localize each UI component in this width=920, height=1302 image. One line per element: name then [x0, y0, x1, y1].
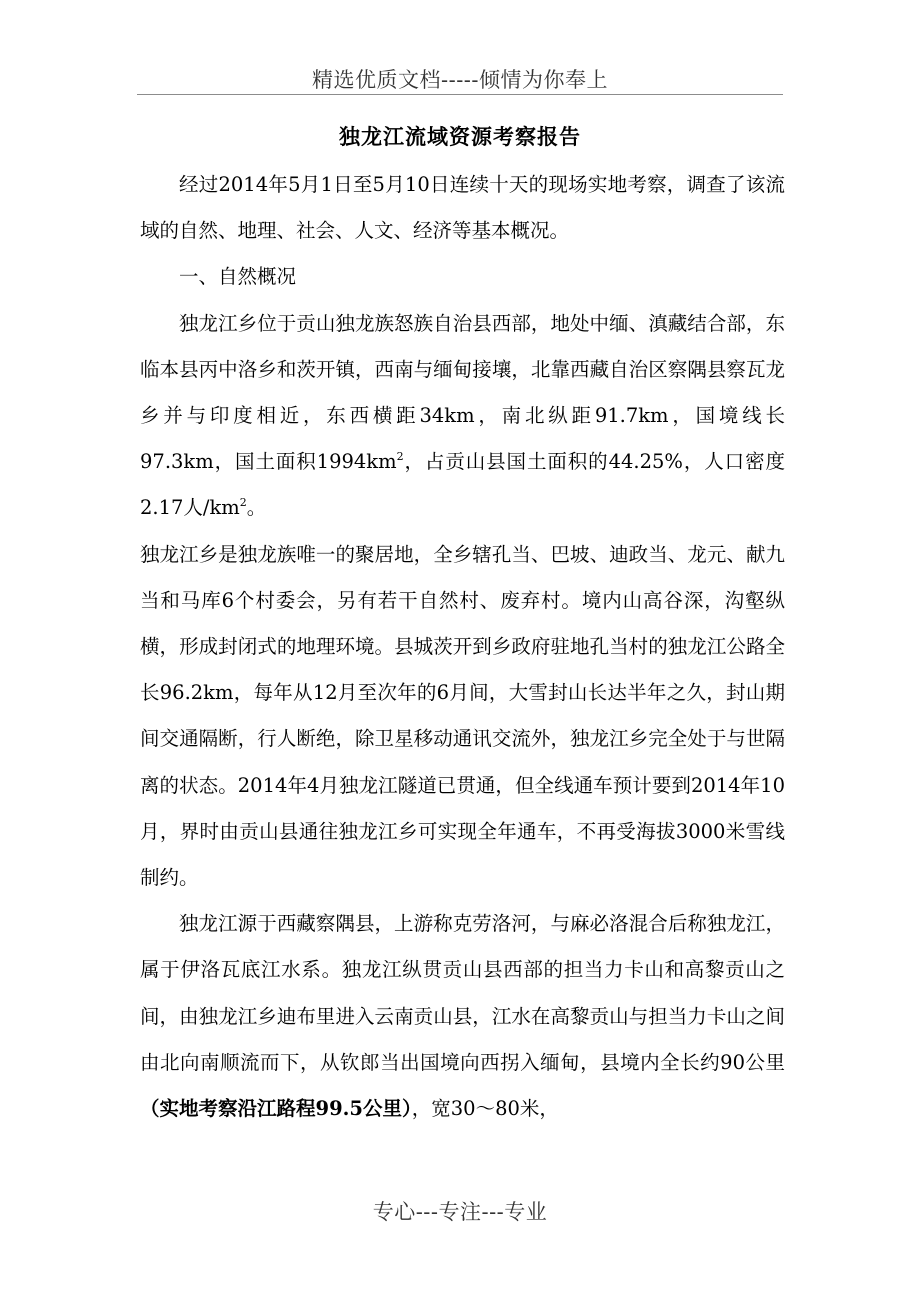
document-body — [140, 162, 785, 1132]
superscript-squared: 2 — [239, 496, 247, 510]
paragraph-location — [140, 301, 785, 532]
section-heading-natural-overview: 一、自然概况 — [179, 265, 297, 289]
page-header: 精选优质文档-----倾情为你奉上 — [312, 68, 608, 92]
paragraph-location-text-1: 独龙江乡位于贡山独龙族怒族自治县西部，地处中缅、滇藏结合部，东临本县丙中洛乡和茨开镇，西南与缅甸接壤，北靠西藏自治区察隅县察瓦龙乡并与印度相近，东西横距34km，南北纵距91.7km，国境线长97.3km，国土面积1994km — [140, 311, 785, 474]
header-divider — [137, 94, 783, 95]
document-title: 独龙江流域资源考察报告 — [339, 124, 581, 149]
paragraph-river-text-2: ，宽30～80米， — [411, 1097, 559, 1121]
paragraph-river — [140, 901, 785, 1132]
paragraph-location-text-2: ，占贡山县国土面积的44.25%，人口密度2.17人/km — [140, 450, 785, 520]
paragraph-location-text-3: 。 — [246, 496, 267, 520]
superscript-squared: 2 — [396, 450, 404, 464]
paragraph-river-text-1: 独龙江源于西藏察隅县，上游称克劳洛河，与麻必洛混合后称独龙江，属于伊洛瓦底江水系。独龙江纵贯贡山县西部的担当力卡山和高黎贡山之间，由独龙江乡迪布里进入云南贡山县，江水在高黎贡山与担当力卡山之间由北向南顺流而下，从钦郎当出国境向西拐入缅甸，县境内全长约90公里 — [140, 912, 785, 1074]
paragraph-river-bold-note: （实地考察沿江路程99.5公里） — [140, 1097, 412, 1121]
paragraph-intro: 经过2014年5月1日至5月10日连续十天的现场实地考察，调查了该流域的自然、地理、社会、人文、经济等基本概况。 — [140, 173, 785, 243]
page-footer: 专心---专注---专业 — [372, 1200, 548, 1224]
paragraph-township: 独龙江乡是独龙族唯一的聚居地，全乡辖孔当、巴坡、迪政当、龙元、献九当和马库6个村委会，另有若干自然村、废弃村。境内山高谷深，沟壑纵横，形成封闭式的地理环境。县城茨开到乡政府驻地孔当村的独龙江公路全长96.2km，每年从12月至次年的6月间，大雪封山长达半年之久，封山期间交通隔断，行人断绝，除卫星移动通讯交流外，独龙江乡完全处于与世隔离的状态。2014年4月独龙江隧道已贯通，但全线通车预计要到2014年10月，界时由贡山县通往独龙江乡可实现全年通车，不再受海拔3000米雪线制约。 — [140, 542, 785, 890]
